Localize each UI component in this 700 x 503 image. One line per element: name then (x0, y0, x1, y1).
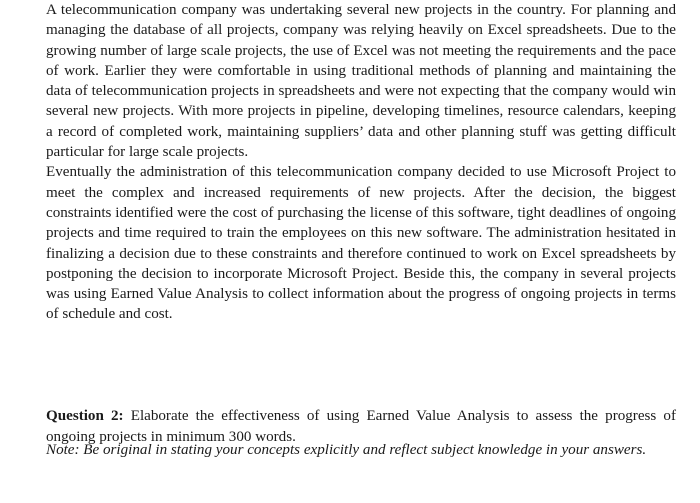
case-paragraph-1: A telecommunication company was undertaking several new projects in the country. For planning and managing the database of all projects, company was relying heavily on Excel spreadsheets. Due to the growing number of large scale projects, the use of Excel was not meeting the requirements and the pace of work. Earlier they were comfortable in using traditional methods of planning and maintaining the data of telecommunication projects in spreadsheets and were not expecting that the company would win several new projects. With more projects in pipeline, developing timelines, resource calendars, keeping a record of completed work, maintaining suppliers’ data and other planning stuff was getting difficult particular for large scale projects. (46, 2, 676, 161)
case-paragraph-2: Eventually the administration of this telecommunication company decided to use Microsoft Project to meet the complex and increased requirements of new projects. After the decision, the biggest constraints identified were the cost of purchasing the license of this software, tight deadlines of ongoing projects and time required to train the employees on this new software. The administration hesitated in finalizing a decision due to these constraints and therefore continued to work on Excel spreadsheets by postponing the decision to incorporate Microsoft Project. Beside this, the company in several projects was using Earned Value Analysis to collect information about the progress of ongoing projects in terms of schedule and cost. (46, 164, 676, 323)
instruction-note: Note: Be original in stating your concepts explicitly and reflect subject knowledge in your answers. (46, 442, 647, 458)
question-text: Elaborate the effectiveness of using Earned Value Analysis to assess the progress of ongoing projects in minimum 300 words. (46, 408, 676, 445)
case-study-body (46, 0, 676, 325)
question-label: Question 2: (46, 408, 124, 424)
